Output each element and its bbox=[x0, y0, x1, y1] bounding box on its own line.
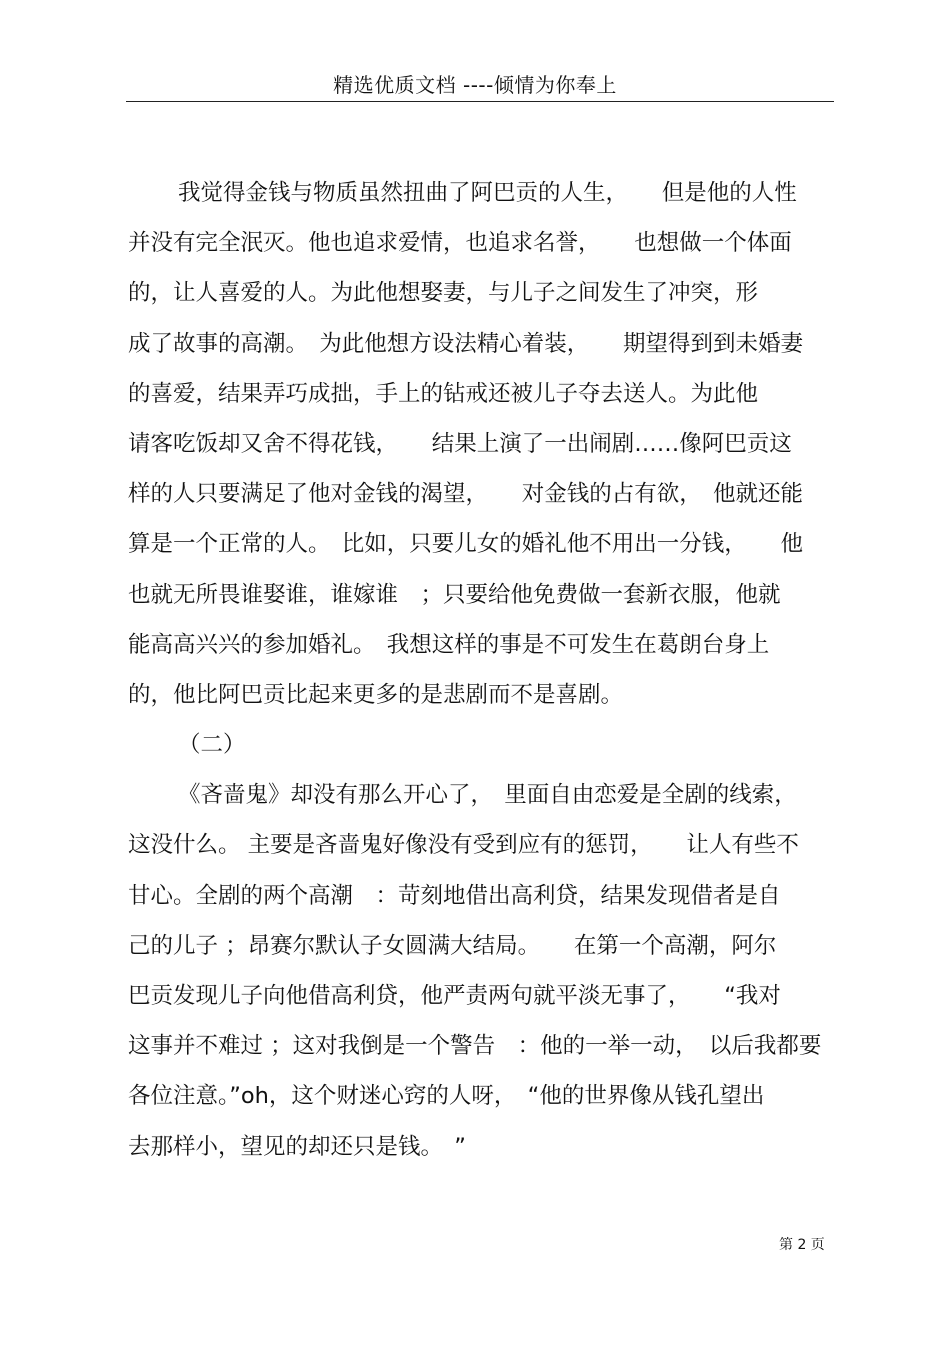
text-line: 甘心。全剧的两个高潮 ：苛刻地借出高利贷，结果发现借者是自 bbox=[128, 882, 781, 909]
text-line: 的喜爱，结果弄巧成拙，手上的钻戒还被儿子夺去送人。为此他 bbox=[128, 380, 759, 407]
page-number: 第 2 页 bbox=[779, 1237, 825, 1253]
text-line: 并没有完全泯灭。他也追求爱情，也追求名誉， 也想做一个体面 bbox=[128, 230, 792, 257]
text-line: 去那样小，望见的却还只是钱。 ” bbox=[128, 1133, 466, 1160]
page-header-title: 精选优质文档 ----倾情为你奉上 bbox=[333, 73, 617, 97]
text-line: 《吝啬鬼》却没有那么开心了， 里面自由恋爱是全剧的线索， bbox=[178, 782, 797, 809]
text-line: 这事并不难过 ；这对我倒是一个警告 ：他的一举一动， 以后我都要 bbox=[128, 1033, 822, 1060]
text-line: 的，让人喜爱的人。为此他想娶妻，与儿子之间发生了冲突，形 bbox=[128, 280, 759, 307]
text-line: 各位注意。”oh，这个财迷心窍的人呀， “他的世界像从钱孔望出 bbox=[128, 1083, 765, 1110]
text-line: 请客吃饭却又舍不得花钱， 结果上演了一出闹剧……像阿巴贡这 bbox=[128, 430, 792, 457]
section-heading: （二） bbox=[178, 732, 246, 759]
text-line: 能高高兴兴的参加婚礼。 我想这样的事是不可发生在葛朗台身上 bbox=[128, 631, 770, 658]
header-divider bbox=[126, 101, 834, 102]
text-line: 也就无所畏谁娶谁，谁嫁谁 ；只要给他免费做一套新衣服，他就 bbox=[128, 581, 781, 608]
text-line: 己的儿子 ；昂赛尔默认子女圆满大结局。 在第一个高潮，阿尔 bbox=[128, 932, 777, 959]
text-line: 这没什么。 主要是吝啬鬼好像没有受到应有的惩罚， 让人有些不 bbox=[128, 832, 799, 859]
text-line: 算是一个正常的人。 比如，只要儿女的婚礼他不用出一分钱， 他 bbox=[128, 531, 804, 558]
text-line: 的，他比阿巴贡比起来更多的是悲剧而不是喜剧。 bbox=[128, 681, 624, 708]
text-line: 成了故事的高潮。 为此他想方设法精心着装， 期望得到到未婚妻 bbox=[128, 330, 804, 357]
document-body bbox=[128, 168, 834, 1172]
text-line: 巴贡发现儿子向他借高利贷，他严责两句就平淡无事了， “我对 bbox=[128, 983, 781, 1009]
text-line: 样的人只要满足了他对金钱的渴望， 对金钱的占有欲， 他就还能 bbox=[128, 481, 804, 508]
text-line: 我觉得金钱与物质虽然扭曲了阿巴贡的人生， 但是他的人性 bbox=[178, 180, 797, 206]
